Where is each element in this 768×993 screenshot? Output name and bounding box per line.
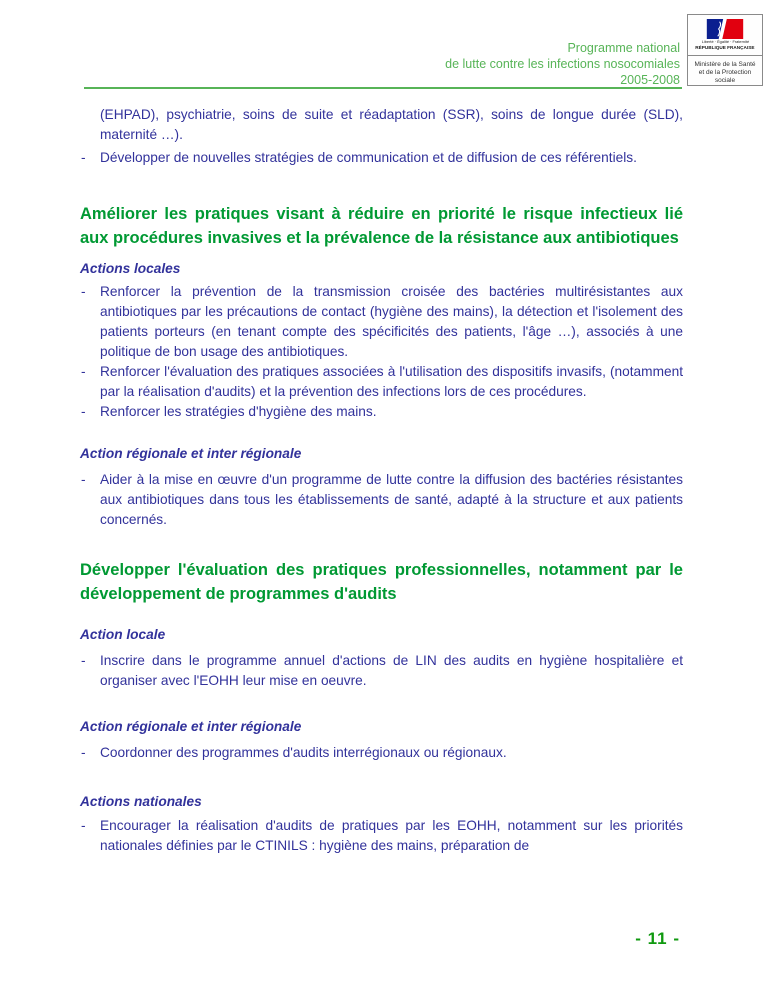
- group-label-action-regionale-2: Action régionale et inter régionale: [80, 719, 302, 734]
- logo-ministry: [688, 61, 762, 85]
- header-title-line-1: Programme national: [567, 41, 680, 55]
- page-content: [80, 0, 683, 856]
- group-label-action-regionale-1: Action régionale et inter régionale: [80, 446, 302, 461]
- header-title-line-3: 2005-2008: [620, 73, 680, 87]
- group-label-actions-nationales: Actions nationales: [80, 794, 202, 809]
- logo-divider: [688, 55, 762, 56]
- list-item: - Renforcer les stratégies d'hygiène des mains.: [80, 402, 683, 422]
- list-item: - Encourager la réalisation d'audits de pratiques par les EOHH, notamment sur les priorités nationales définies par le CTINILS : hygiène des mains, préparation de: [80, 816, 683, 856]
- section-heading-developper: Développer l'évaluation des pratiques professionnelles, notamment par le développement de programmes d'audits: [80, 561, 683, 603]
- section-heading-ameliorer: Améliorer les pratiques visant à réduire en priorité le risque infectieux lié aux procédures invasives et la prévalence de la résistance aux antibiotiques: [80, 205, 683, 247]
- list-item: - Renforcer la prévention de la transmission croisée des bactéries multirésistantes aux antibiotiques par les précautions de contact (hygiène des mains), la détection et l'isolement des patients porteurs (en tenant compte des spécificités des patients, l'âge …), associés à une politique de bon usage des antibiotiques.: [80, 282, 683, 362]
- header-title-line-2: de lutte contre les infections nosocomiales: [445, 57, 680, 71]
- french-flag-marianne-icon: [705, 19, 745, 39]
- list-item: - Inscrire dans le programme annuel d'actions de LIN des audits en hygiène hospitalière et organiser avec l'EOHH leur mise en oeuvre.: [80, 651, 683, 691]
- group-label-action-locale: Action locale: [80, 627, 166, 642]
- logo-republic: RÉPUBLIQUE FRANÇAISE: [695, 45, 755, 51]
- group-label-actions-locales: Actions locales: [80, 261, 181, 276]
- intro-continuation-paragraph: (EHPAD), psychiatrie, soins de suite et réadaptation (SSR), soins de longue durée (SLD), maternité …).: [100, 107, 683, 142]
- page-number: - 11 -: [635, 929, 680, 948]
- logo-ministry-line-1: Ministère de la Santé: [694, 61, 756, 68]
- ministry-logo: [687, 14, 763, 86]
- logo-ministry-line-2: et de la Protection sociale: [698, 69, 752, 84]
- list-item: - Aider à la mise en œuvre d'un programme de lutte contre la diffusion des bactéries résistantes aux antibiotiques dans tous les établissements de santé, adapté à la structure et aux patients concernés.: [80, 470, 683, 530]
- logo-motto: Liberté · Égalité · Fraternité: [701, 39, 749, 45]
- list-item: - Renforcer l'évaluation des pratiques associées à l'utilisation des dispositifs invasifs, (notamment par la réalisation d'audits) et la prévention des infections lors de ces procédures.: [80, 362, 683, 402]
- list-item: - Coordonner des programmes d'audits interrégionaux ou régionaux.: [80, 743, 683, 763]
- list-item: - Développer de nouvelles stratégies de communication et de diffusion de ces référentiels.: [80, 148, 683, 168]
